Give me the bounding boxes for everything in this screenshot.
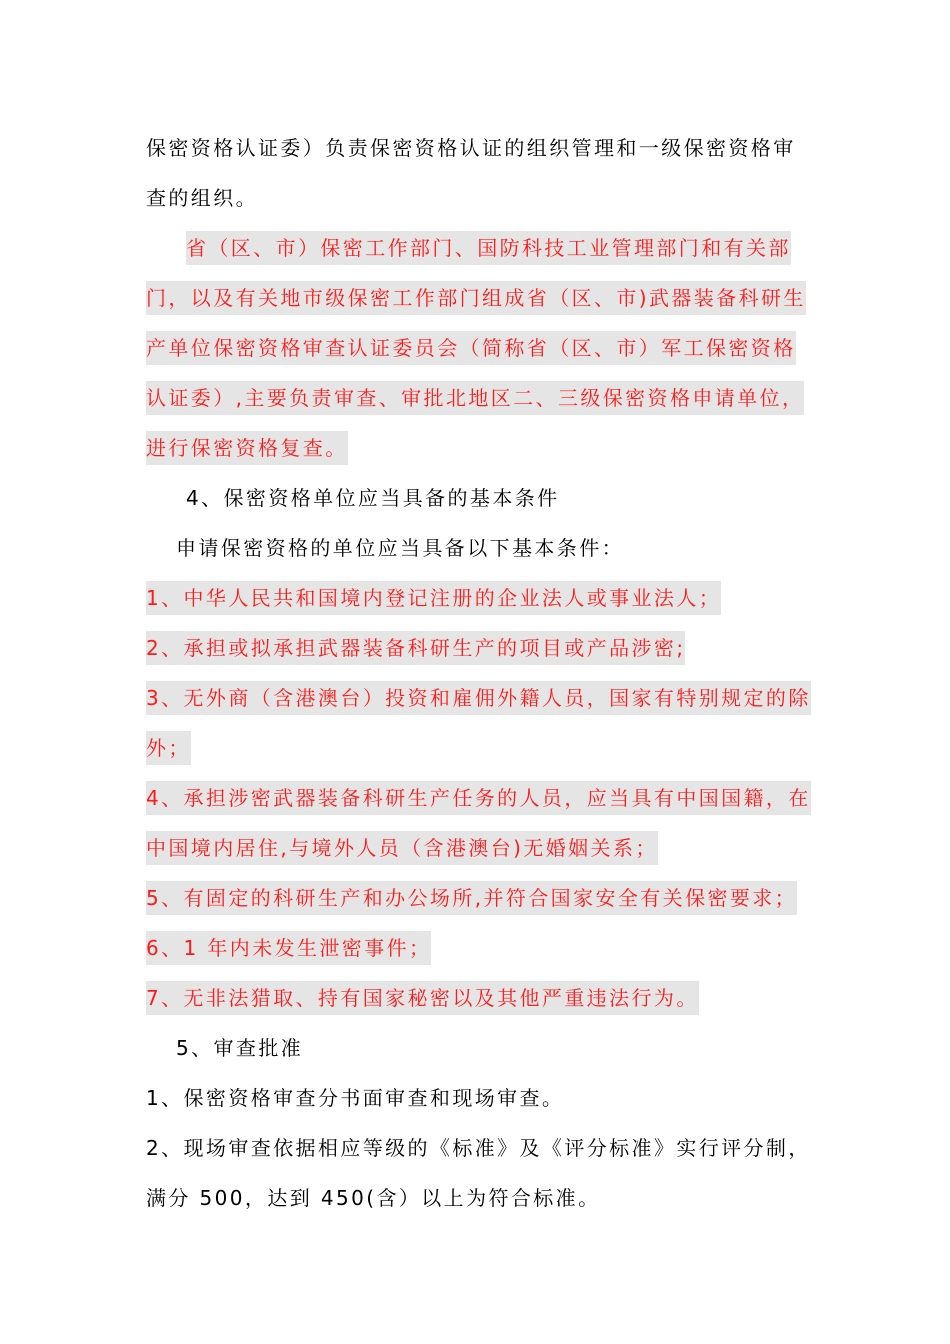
- paragraph-2-line-1: 省（区、市）保密工作部门、国防科技工业管理部门和有关部: [186, 231, 791, 265]
- paragraph-2-line-2: 门，以及有关地市级保密工作部门组成省（区、市)武器装备科研生: [146, 281, 806, 315]
- paragraph-2-line-3: 产单位保密资格审查认证委员会（简称省（区、市）军工保密资格: [146, 331, 796, 365]
- condition-item-2: 2、承担或拟承担武器装备科研生产的项目或产品涉密;: [146, 631, 685, 665]
- condition-item-7: 7、无非法猎取、持有国家秘密以及其他严重违法行为。: [146, 981, 699, 1015]
- condition-item-4-cont: 中国境内居住,与境外人员（含港澳台)无婚姻关系；: [146, 831, 658, 865]
- condition-item-1: 1、中华人民共和国境内登记注册的企业法人或事业法人；: [146, 581, 721, 615]
- paragraph-1-line-1: 保密资格认证委）负责保密资格认证的组织管理和一级保密资格审: [146, 136, 796, 160]
- section-5-heading: 5、审查批准: [176, 1036, 304, 1060]
- review-item-1: 1、保密资格审查分书面审查和现场审查。: [146, 1086, 565, 1110]
- section-4-heading: 4、保密资格单位应当具备的基本条件: [186, 486, 560, 510]
- section-4-intro: 申请保密资格的单位应当具备以下基本条件：: [176, 536, 624, 560]
- paragraph-2-line-4: 认证委）,主要负责审查、审批北地区二、三级保密资格申请单位，: [146, 381, 804, 415]
- paragraph-1-line-2: 查的组织。: [146, 186, 258, 210]
- condition-item-6: 6、1 年内未发生泄密事件；: [146, 931, 431, 965]
- condition-item-5: 5、有固定的科研生产和办公场所,并符合国家安全有关保密要求；: [146, 881, 797, 915]
- condition-item-4: 4、承担涉密武器装备科研生产任务的人员，应当具有中国国籍，在: [146, 781, 811, 815]
- review-item-2: 2、现场审查依据相应等级的《标准》及《评分标准》实行评分制，: [146, 1136, 811, 1160]
- condition-item-3: 3、无外商（含港澳台）投资和雇佣外籍人员，国家有特别规定的除: [146, 681, 811, 715]
- condition-item-3-cont: 外；: [146, 731, 191, 765]
- review-item-2-cont: 满分 500，达到 450(含）以上为符合标准。: [146, 1186, 601, 1210]
- paragraph-2-line-5: 进行保密资格复查。: [146, 431, 348, 465]
